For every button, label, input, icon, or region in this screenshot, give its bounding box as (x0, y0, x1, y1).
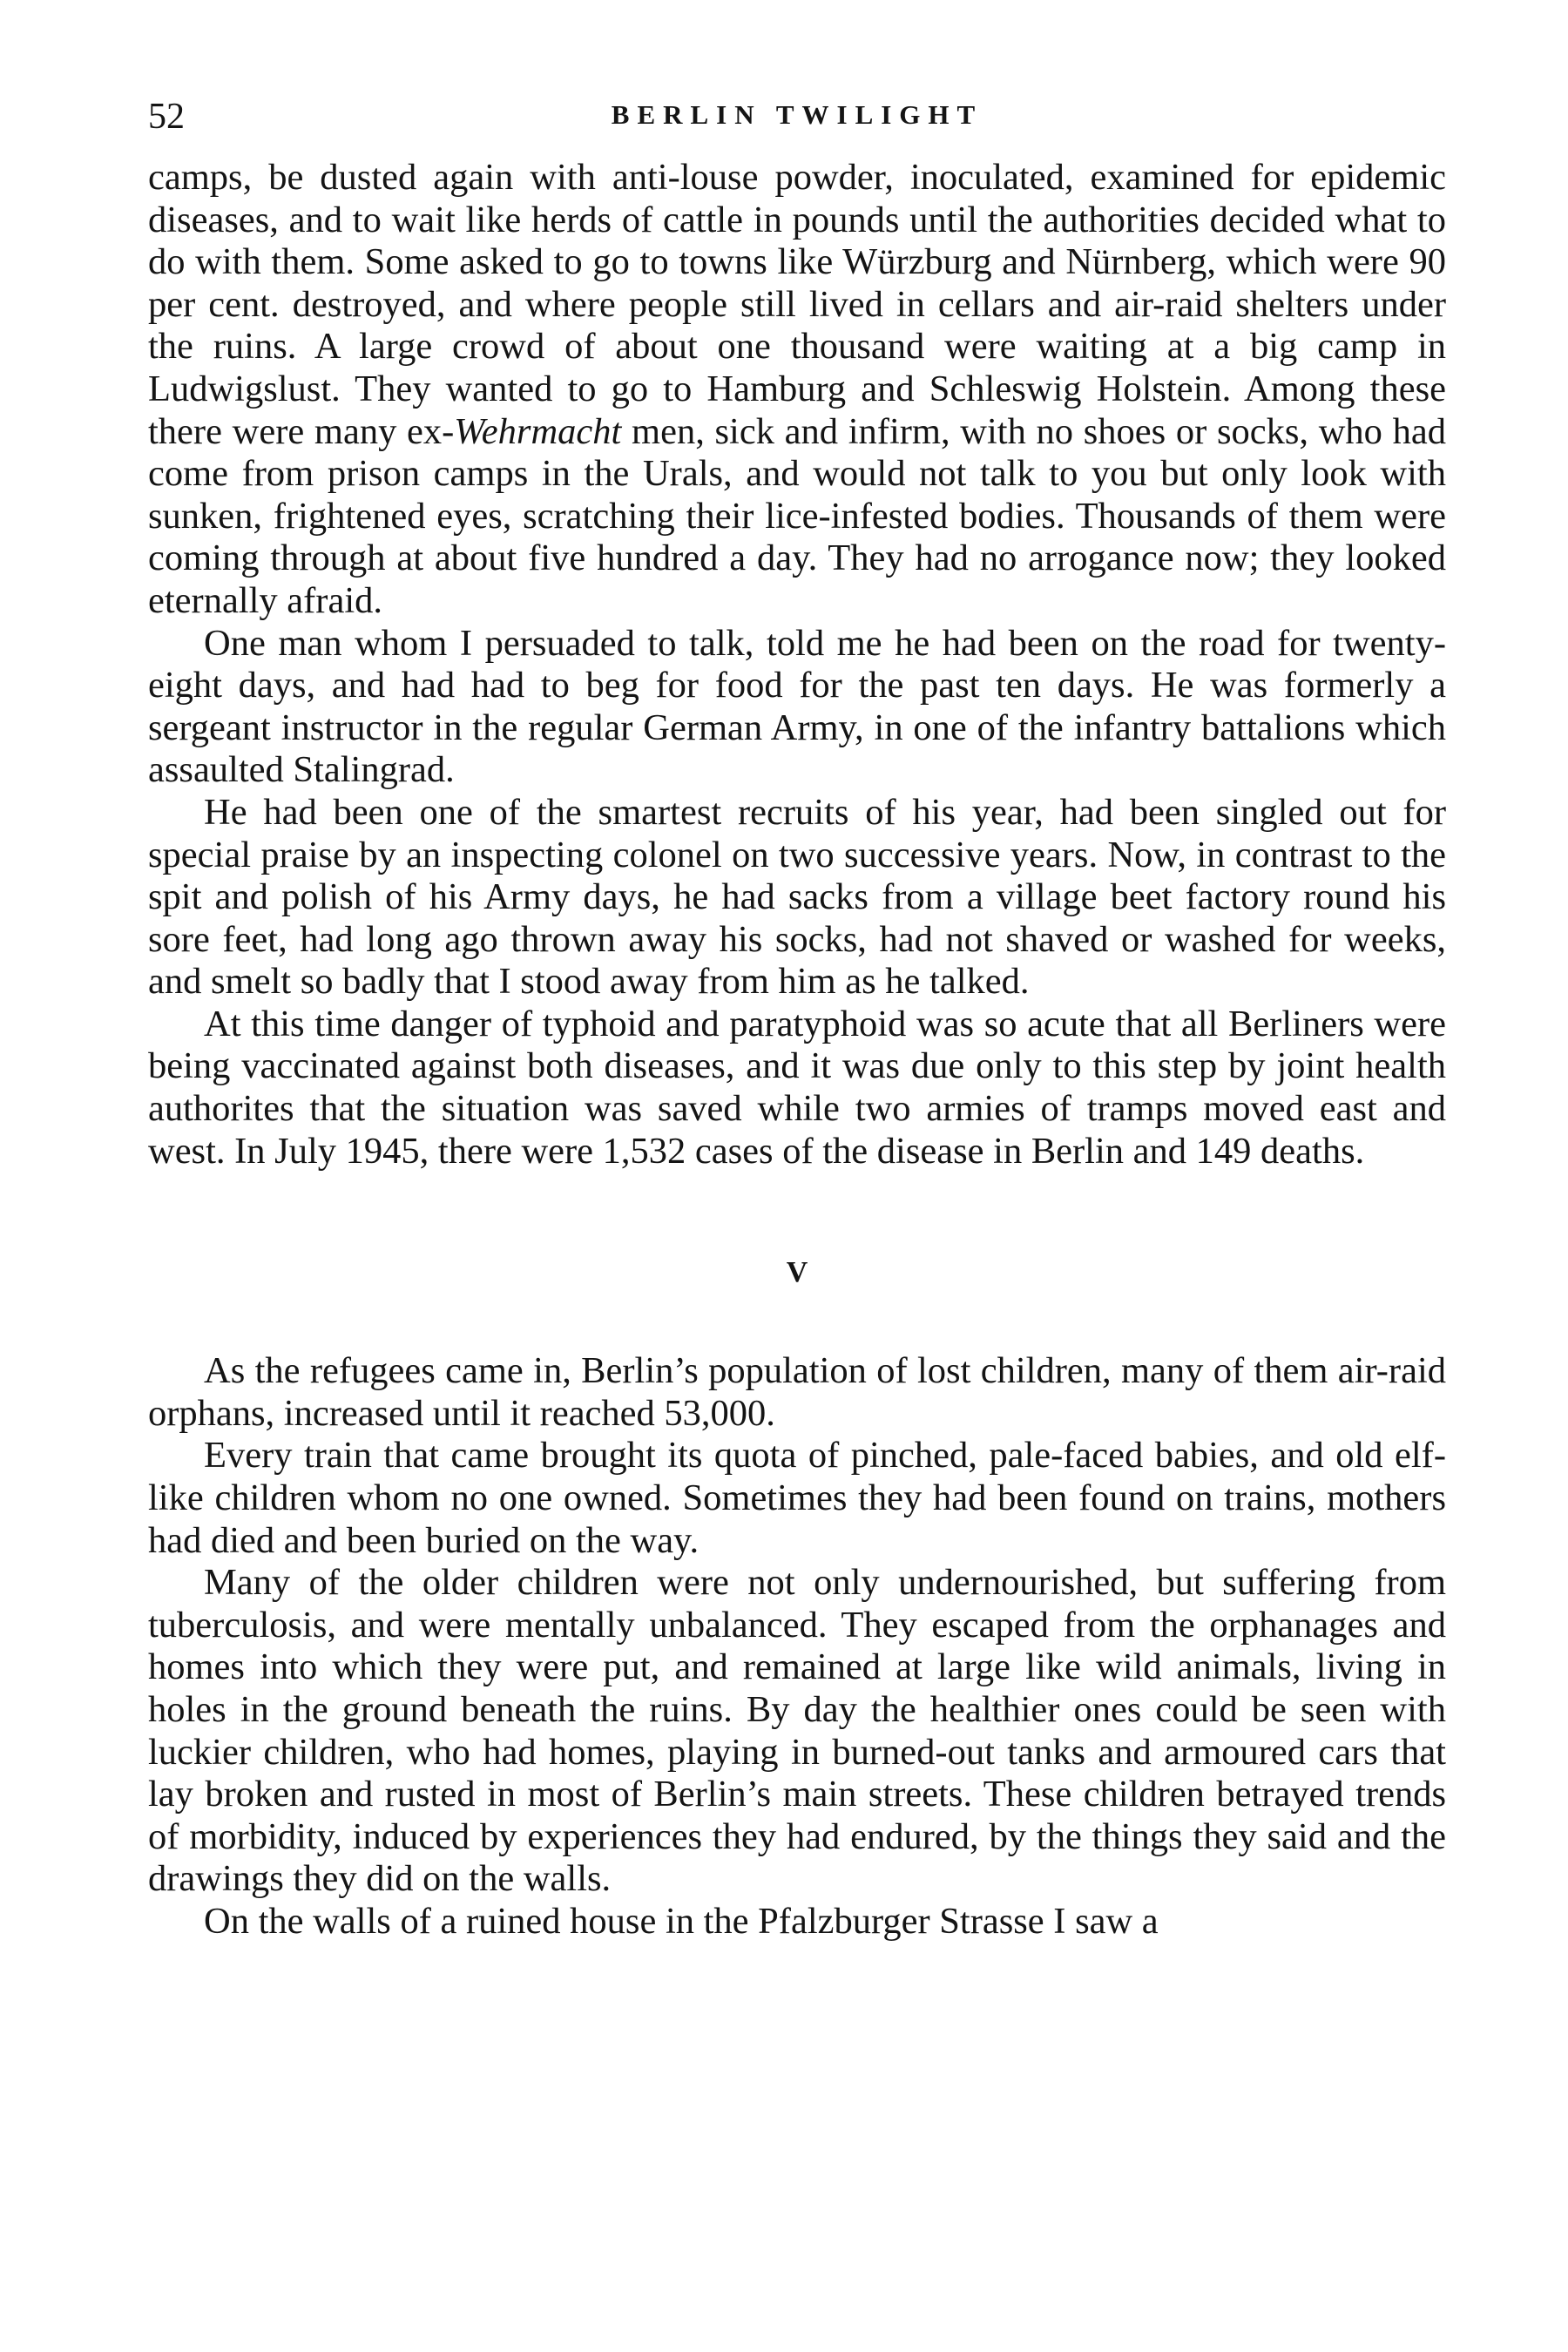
section-two (148, 1350, 1446, 1943)
running-title: BERLIN TWILIGHT (611, 99, 983, 130)
page-header (148, 87, 1446, 157)
book-page (148, 87, 1446, 1943)
page-number: 52 (148, 97, 185, 137)
paragraph: One man whom I persuaded to talk, told me he had been on the road for twenty-eight days, and had had to beg for food for the past ten days. He was formerly a sergeant instructor in the regular German Army, in one of the infantry battalions which assaulted Stalingrad. (148, 622, 1446, 791)
paragraph: Many of the older children were not only undernourished, but suffering from tuberculosis, and were mentally unbalanced. They escaped from the orphanages and homes into which they were put, and remained at large like wild animals, living in holes in the ground beneath the ruins. By day the healthier ones could be seen with luckier children, who had homes, playing in burned-out tanks and armoured cars that lay broken and rusted in most of Berlin’s main streets. These children betrayed trends of morbidity, induced by experiences they had endured, by the things they said and the drawings they did on the walls. (148, 1562, 1446, 1900)
paragraph: As the refugees came in, Berlin’s population of lost children, many of them air-raid orphans, increased until it reached 53,000. (148, 1350, 1446, 1434)
paragraph: He had been one of the smartest recruits of his year, had been singled out for special praise by an inspecting colonel on two successive years. Now, in contrast to the spit and polish of his Army days, he had sacks from a village beet factory round his sore feet, had long ago thrown away his socks, had not shaved or washed for weeks, and smelt so badly that I stood away from him as he talked. (148, 791, 1446, 1003)
paragraph: On the walls of a ruined house in the Pfalzburger Strasse I saw a (204, 1900, 1159, 1942)
paragraph: Every train that came brought its quota of pinched, pale-faced babies, and old elf-like children whom no one owned. Sometimes they had been found on trains, mothers had died and been buried on the way. (148, 1435, 1446, 1561)
section-one (148, 157, 1446, 1173)
italic-term: Wehrmacht (454, 410, 622, 452)
paragraph: At this time danger of typhoid and paratyphoid was so acute that all Berliners were being vaccinated against both diseases, and it was due only to this step by joint health authorites that the situation was saved while two armies of tramps moved east and west. In July 1945, there were 1,532 cases of the disease in Berlin and 149 deaths. (148, 1003, 1446, 1172)
paragraph-text: men, sick and infirm, with no shoes or socks, who had come from prison camps in the Urals, and would not talk to you but only look with sunken, frightened eyes, scratching their lice-infested bodies. Thousands of them were coming through at about five hundred a day. They had no arrogance now; they looked eternally afraid. (148, 410, 1446, 621)
paragraph-text: camps, be dusted again with anti-louse powder, inoculated, examined for epidemic diseases, and to wait like herds of cattle in pounds until the authorities decided what to do with them. Some asked to go to towns like Würzburg and Nürnberg, which were 90 per cent. destroyed, and where people still lived in cellars and air-raid shelters under the ruins. A large crowd of about one thousand were waiting at a big camp in Ludwigslust. They wanted to go to Hamburg and Schleswig Holstein. Among these there were many ex- (148, 157, 1446, 452)
section-number: V (786, 1256, 808, 1289)
paragraph (148, 157, 1446, 623)
